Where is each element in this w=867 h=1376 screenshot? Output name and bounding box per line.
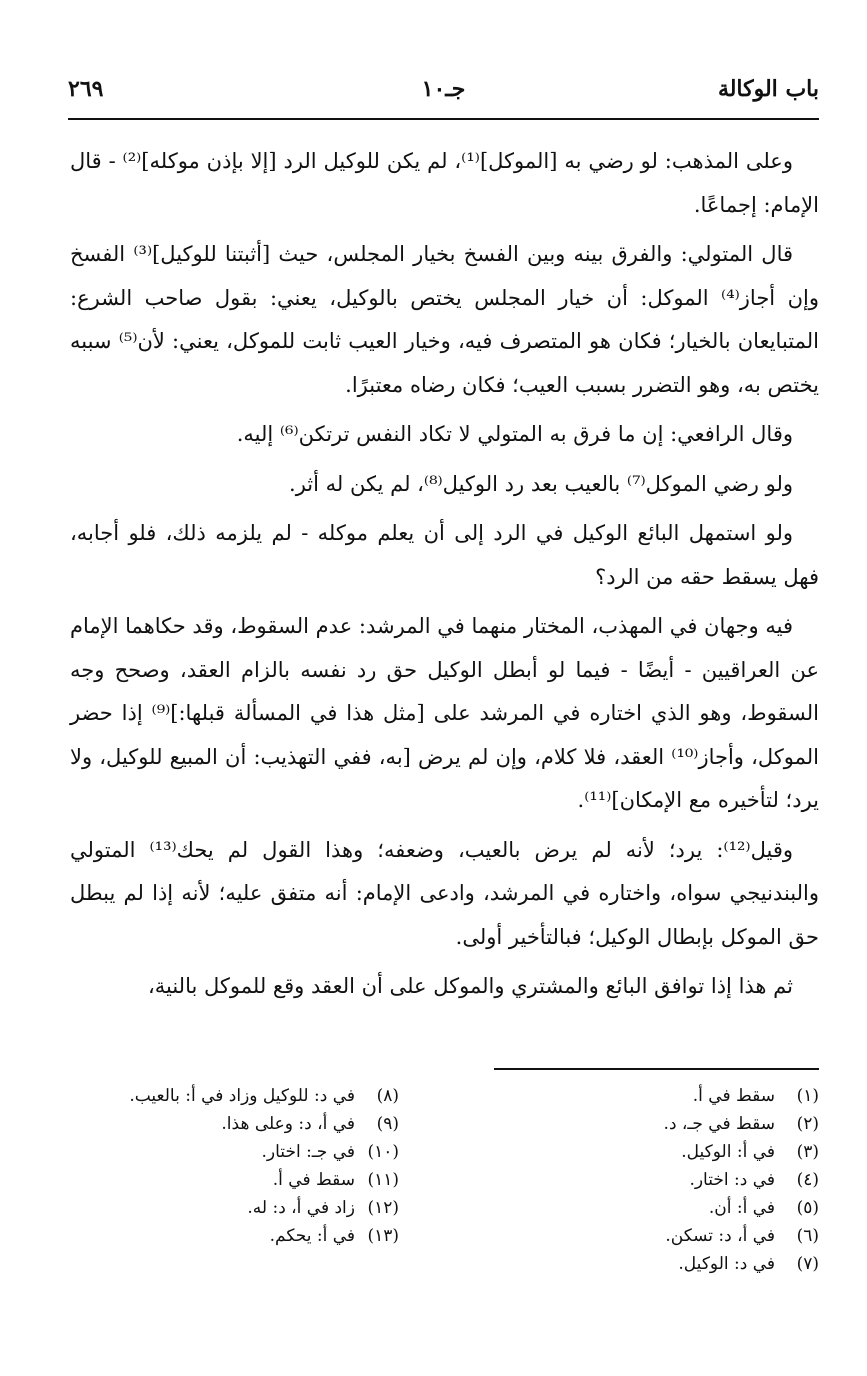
footnote: [19, 1194, 399, 1222]
footnote-text: في أ، د: وعلى هذا.: [221, 1114, 355, 1134]
footnote-number: (١٢): [367, 1198, 399, 1218]
footnote-text: في د: اختار.: [689, 1170, 775, 1190]
footnote-text: في د: للوكيل وزاد في أ: بالعيب.: [129, 1086, 355, 1106]
footnote-number: (٨): [376, 1086, 399, 1106]
footnote-text: في أ، د: تسكن.: [665, 1226, 775, 1246]
footnote-number: (٦): [796, 1226, 819, 1246]
footnote-text: في أ: الوكيل.: [681, 1142, 775, 1162]
footnote-column-right: [439, 1082, 819, 1278]
footnote: [19, 1138, 399, 1166]
paragraph: قال المتولي: والفرق بينه وبين الفسخ بخيار المجلس، حيث [أثبتنا للوكيل]⁽³⁾ الفسخ وإن أجاز⁽⁴⁾ الموكل: أن خيار المجلس يختص بالوكيل، يعني: بقول صاحب الشرع: المتبايعان بالخيار؛ فكان هو المتصرف فيه، وخيار العيب ثابت للموكل، يعني: لأن⁽⁵⁾ سببه يختص به، وهو التضرر بسبب العيب؛ فكان رضاه معتبرًا.: [70, 242, 819, 397]
footnote-number: (٩): [376, 1114, 399, 1134]
footnote-text: زاد في أ، د: له.: [247, 1198, 355, 1218]
footnote: [19, 1166, 399, 1194]
footnote-number: (٥): [796, 1198, 819, 1218]
footnote: [439, 1222, 819, 1250]
footnote-number: (١١): [367, 1170, 399, 1190]
footnote-number: (٣): [796, 1142, 819, 1162]
paragraph: ولو رضي الموكل⁽⁷⁾ بالعيب بعد رد الوكيل⁽⁸⁾، لم يكن له أثر.: [289, 471, 793, 496]
paragraph: ثم هذا إذا توافق البائع والمشتري والموكل على أن العقد وقع للموكل بالنية،: [147, 974, 793, 998]
footnote: [19, 1222, 399, 1250]
footnote-text: سقط في جـ، د.: [663, 1114, 775, 1134]
running-header: [68, 76, 819, 116]
page-number: ٢٦٩: [68, 76, 104, 102]
footnote-column-left: [19, 1082, 399, 1250]
footnote-text: في أ: أن.: [708, 1198, 775, 1218]
header-rule: [68, 118, 819, 120]
footnote: [439, 1250, 819, 1278]
footnote-number: (٧): [796, 1254, 819, 1274]
footnote-text: سقط في أ.: [692, 1086, 775, 1106]
footnote-text: سقط في أ.: [272, 1170, 355, 1190]
paragraph: فيه وجهان في المهذب، المختار منهما في المرشد: عدم السقوط، وقد حكاهما الإمام عن العراقيين - أيضًا - فيما لو أبطل الوكيل حق رد نفسه بالزام العقد، وصحح وجه السقوط، وهو الذي اختاره في المرشد على [مثل هذا في المسألة قبلها:]⁽⁹⁾ إذا حضر الموكل، وأجاز⁽¹⁰⁾ العقد، فلا كلام، وإن لم يرض [به، ففي التهذيب: أن المبيع للوكيل، ولا يرد؛ لتأخيره مع الإمكان]⁽¹¹⁾.: [70, 614, 820, 812]
footnote-number: (٢): [796, 1114, 819, 1134]
main-text: [70, 140, 819, 1015]
footnote: [439, 1110, 819, 1138]
footnote-separator: [494, 1068, 819, 1070]
footnote: [439, 1166, 819, 1194]
footnote-number: (١٠): [367, 1142, 399, 1162]
footnote-text: في جـ: اختار.: [261, 1142, 355, 1162]
footnote: [439, 1194, 819, 1222]
paragraph: وقال الرافعي: إن ما فرق به المتولي لا تكاد النفس ترتكن⁽⁶⁾ إليه.: [236, 422, 793, 446]
footnote: [439, 1082, 819, 1110]
paragraph: وقيل⁽¹²⁾: يرد؛ لأنه لم يرض بالعيب، وضعفه؛ وهذا القول لم يحك⁽¹³⁾ المتولي والبندنيجي سواه، واختاره في المرشد، وادعى الإمام: أنه متفق عليه؛ لأنه إذا لم يبطل حق الموكل بإبطال الوكيل؛ فبالتأخير أولى.: [70, 837, 819, 949]
footnote-number: (١٣): [367, 1226, 399, 1246]
footnote-text: في د: الوكيل.: [678, 1254, 775, 1274]
footnote-number: (٤): [796, 1170, 819, 1190]
footnote: [439, 1138, 819, 1166]
footnote: [19, 1110, 399, 1138]
footnote-number: (١): [796, 1086, 819, 1106]
paragraph: وعلى المذهب: لو رضي به [الموكل]⁽¹⁾، لم يكن للوكيل الرد [إلا بإذن موكله]⁽²⁾ - قال الإمام: إجماعًا.: [70, 149, 819, 217]
volume-label: جـ١٠: [421, 76, 466, 102]
footnote-text: في أ: يحكم.: [269, 1226, 355, 1246]
chapter-title: باب الوكالة: [717, 76, 819, 102]
footnote: [19, 1082, 399, 1110]
paragraph: ولو استمهل البائع الوكيل في الرد إلى أن يعلم موكله - لم يلزمه ذلك، فلو أجابه، فهل يسقط حقه من الرد؟: [70, 521, 819, 589]
